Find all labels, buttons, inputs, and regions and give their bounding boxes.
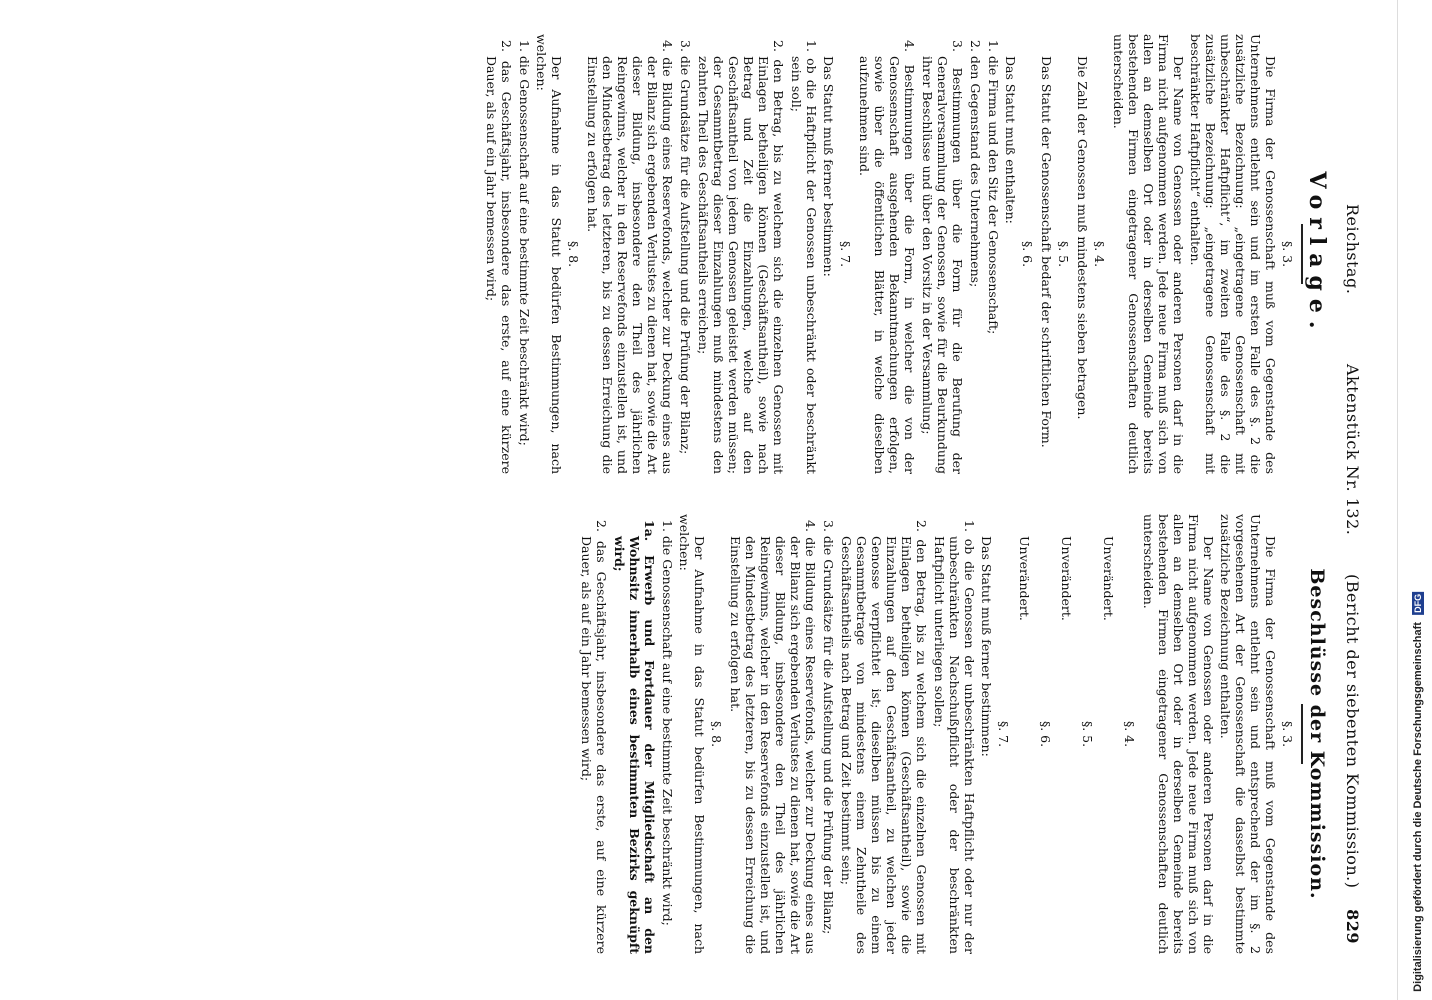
title-rule bbox=[1301, 704, 1303, 764]
section-heading: §. 3. bbox=[1280, 240, 1295, 268]
section-heading: §. 8. bbox=[566, 240, 581, 268]
scan-margin bbox=[1397, 0, 1432, 1000]
list-item: 1. die Firma und den Sitz der Genossenschaft; bbox=[986, 40, 1001, 335]
paragraph: Das Statut der Genossenschaft bedarf der schriftlichen Form. bbox=[1039, 56, 1054, 448]
title-rule bbox=[1301, 224, 1303, 284]
digitization-credit bbox=[1412, 592, 1424, 992]
list-item: 3. die Grundsätze für die Aufstellung und die Prüfung der Bilanz; bbox=[678, 40, 693, 455]
list-item: 2. das Geschäftsjahr, insbesondere das erste, auf eine kürzere Dauer, als auf ein Jahr bemessen wird; bbox=[579, 520, 609, 954]
header-reichstag: Reichstag. bbox=[1343, 204, 1362, 295]
section-heading: §. 7. bbox=[996, 720, 1011, 748]
section-heading: §. 5. bbox=[1056, 240, 1071, 268]
dfg-logo: DFG bbox=[1413, 594, 1423, 614]
list-item: 2. das Geschäftsjahr, insbesondere das erste, auf eine kürzere Dauer, als auf ein Jahr bemessen wird; bbox=[484, 40, 514, 474]
section-heading: §. 6. bbox=[1020, 240, 1035, 268]
section-heading: §. 4. bbox=[1122, 720, 1137, 748]
paragraph: Das Statut muß ferner bestimmen: bbox=[821, 56, 836, 277]
paragraph: Die Zahl der Genossen muß mindestens sieben betragen. bbox=[1075, 56, 1090, 420]
page-number: 829 bbox=[1343, 909, 1362, 944]
section-heading: §. 4. bbox=[1092, 240, 1107, 268]
rotated-document-page bbox=[22, 14, 1382, 974]
list-item: 4. die Bildung eines Reservefonds, welcher zur Deckung eines aus der Bilanz sich ergebenden Verlustes zu dienen hat, sowie die Art dieser Bildung, insbesondere den Theil des jährlichen Reingewinns, welcher in den Reservefonds einzustellen ist, und den Mindestbetrag des letzteren, bis zu dessen Erreichung die Einstellung zu erfolgen hat. bbox=[585, 40, 675, 474]
running-header bbox=[1338, 34, 1362, 954]
unchanged-note: Unverändert. bbox=[1059, 536, 1074, 621]
list-item: 1. ob die Haftpflicht der Genossen unbeschränkt oder beschränkt sein soll; bbox=[789, 40, 819, 474]
list-item: 1. ob die Genossen der unbeschränkten Haftpflicht oder nur der unbeschränkten Nachschußpflicht oder der beschränkten Haftpflicht unterliegen sollen; bbox=[932, 520, 977, 954]
list-item: 2. den Betrag, bis zu welchem sich die einzelnen Genossen mit Einlagen betheiligen können (Geschäftsantheil), sowie die Einzahlungen auf den Geschäftsantheil, zu welchen jeder Genosse verpflichtet ist; dieselben müssen bis zu einem Gesammtbetrage von mindestens einem Zehntheile des Geschäftsantheils nach Betrag und Zeit bestimmt sein; bbox=[839, 520, 929, 954]
list-item: 2. den Betrag, bis zu welchem sich die einzelnen Genossen mit Einlagen betheiligen können (Geschäftsantheil), sowie nach Betrag und Zeit die Einzahlungen, welche auf den Geschäftsantheil von jedem Genossen geleistet werden müssen; der Gesammtbetrag dieser Einzahlungen muß mindestens den zehnten Theil des Geschäftsantheils erreichen; bbox=[696, 40, 786, 474]
section-heading: §. 8. bbox=[709, 720, 724, 748]
header-aktenstueck: Aktenstück Nr. 132. bbox=[1343, 364, 1362, 536]
header-bericht: (Bericht der siebenten Kommission.) bbox=[1343, 574, 1362, 889]
paragraph: Der Name von Genossen oder anderen Personen darf in die Firma nicht aufgenommen werden. Jede neue Firma muß sich von allen an demselben Ort oder in derselben Gemeinde bereits bestehenden Firmen eingetragener Genossenschaften deutlich unterscheiden. bbox=[1111, 34, 1186, 474]
list-item: 4. die Bildung eines Reservefonds, welcher zur Deckung eines aus der Bilanz sich ergebenden Verlustes zu dienen hat, sowie die Art dieser Bildung, insbesondere den Theil des jährlichen Reingewinns, welcher in den Reservefonds einzustellen ist, und den Mindestbetrag des letzteren, bis zu dessen Erreichung die Einstellung zu erfolgen hat. bbox=[728, 520, 818, 954]
paragraph: Der Aufnahme in das Statut bedürfen Bestimmungen, nach welchen: bbox=[534, 34, 564, 474]
section-heading: §. 6. bbox=[1038, 720, 1053, 748]
column-title-beschluesse: Beschlüsse der Kommission. bbox=[1306, 568, 1328, 900]
column-beschluesse bbox=[576, 514, 1328, 954]
list-item: 1. die Genossenschaft auf eine bestimmte Zeit beschränkt wird; bbox=[660, 520, 675, 926]
list-item: 2. den Gegenstand des Unternehmens; bbox=[968, 40, 983, 288]
credit-text: Digitalisierung gefördert durch die Deutsche Forschungsgemeinschaft bbox=[1412, 622, 1424, 992]
list-item: 4. Bestimmungen über die Form, in welcher die von der Genossenschaft ausgehenden Bekanntmachungen erfolgen, sowie über die öffentlichen Blätter, in welche dieselben aufzunehmen sind. bbox=[857, 40, 917, 474]
unchanged-note: Unverändert. bbox=[1017, 536, 1032, 621]
section-heading: §. 3. bbox=[1280, 720, 1295, 748]
paragraph: Die Firma der Genossenschaft muß vom Gegenstande des Unternehmens entlehnt sein und entsprechend der im §. 2 vorgesehenen Art der Genossenschaft die dasselbst bestimmte zusätzliche Bezeichnung enthalten. bbox=[1218, 514, 1278, 954]
unchanged-note: Unverändert. bbox=[1101, 536, 1116, 621]
paragraph: Die Firma der Genossenschaft muß vom Gegenstande des Unternehmens entlehnt sein und im ersten Falle des §. 2 die zusätzliche Bezeichnung: „eingetragene Genossenschaft mit unbeschränkter Haftpflicht“, im zweiten Falle des §. 2 die zusätzliche Bezeichnung: „eingetragene Genossenschaft mit beschränkter Haftpflicht“ enthalten. bbox=[1188, 34, 1278, 474]
column-vorlage bbox=[481, 34, 1330, 474]
section-heading: §. 7. bbox=[838, 240, 853, 268]
list-item: 1. die Genossenschaft auf eine bestimmte Zeit beschränkt wird; bbox=[517, 40, 532, 446]
paragraph: Der Name von Genossen oder anderen Personen darf in die Firma nicht aufgenommen werden. Jede neue Firma muß sich von allen an demselben Ort oder in derselben Gemeinde bereits bestehenden Firmen eingetragener Genossenschaften deutlich unterscheiden. bbox=[1141, 514, 1216, 954]
paragraph: Das Statut muß enthalten: bbox=[1003, 56, 1018, 224]
section-heading: §. 5. bbox=[1080, 720, 1095, 748]
list-item: 1a. Erwerb und Fortdauer der Mitgliedschaft an den Wohnsitz innerhalb eines bestimmten Bezirks geknüpft wird; bbox=[612, 520, 657, 954]
paragraph: Der Aufnahme in das Statut bedürfen Bestimmungen, nach welchen: bbox=[677, 514, 707, 954]
paragraph: Das Statut muß ferner bestimmen: bbox=[979, 536, 994, 757]
column-title-vorlage: Vorlage. bbox=[1304, 171, 1330, 337]
list-item: 3. die Grundsätze für die Aufstellung und die Prüfung der Bilanz; bbox=[821, 520, 836, 935]
list-item: 3. Bestimmungen über die Form für die Berufung der Generalversammlung der Genossen, sowie für die Beurkundung ihrer Beschlüsse und über den Vorsitz in der Versammlung; bbox=[920, 40, 965, 474]
